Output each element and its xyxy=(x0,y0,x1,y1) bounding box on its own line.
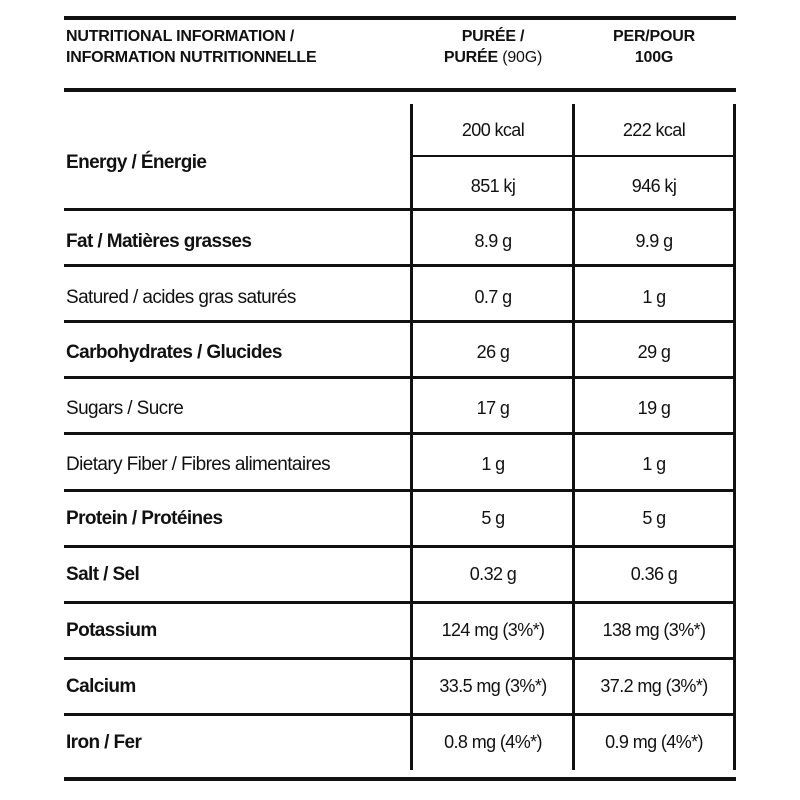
row-label-protein: Protein / Protéines xyxy=(66,508,223,529)
row-label-fat: Fat / Matières grasses xyxy=(66,231,252,252)
row-value-calcium-puree: 33.5 mg (3%*) xyxy=(439,676,547,696)
row-value-salt-100g: 0.36 g xyxy=(630,564,678,584)
row-value-protein-puree: 5 g xyxy=(481,508,505,528)
row-value-potassium-100g: 138 mg (3%*) xyxy=(602,620,706,640)
row-divider xyxy=(64,376,736,379)
row-label-carbohydrates: Carbohydrates / Glucides xyxy=(66,342,282,363)
energy-kcal-puree: 200 kcal xyxy=(461,120,525,140)
header-nutrition-info xyxy=(66,26,316,68)
row-value-sugars-100g: 19 g xyxy=(637,398,671,418)
header-per-100g xyxy=(575,26,733,68)
row-label-calcium: Calcium xyxy=(66,676,136,697)
row-label-saturated: Satured / acides gras saturés xyxy=(66,287,296,308)
row-value-iron-100g: 0.9 mg (4%*) xyxy=(605,732,703,752)
energy-subdivider xyxy=(412,155,736,157)
row-value-salt-puree: 0.32 g xyxy=(469,564,517,584)
row-label-sugars: Sugars / Sucre xyxy=(66,398,184,419)
energy-kcal-100g: 222 kcal xyxy=(622,120,686,140)
header-col1-line2 xyxy=(414,47,572,68)
column-divider-3 xyxy=(733,104,736,770)
row-divider xyxy=(64,432,736,435)
row-label-potassium: Potassium xyxy=(66,620,157,641)
row-value-fat-100g: 9.9 g xyxy=(635,231,673,251)
row-value-saturated-100g: 1 g xyxy=(642,287,666,307)
header-col0-line1: NUTRITIONAL INFORMATION / xyxy=(66,28,295,45)
column-divider-1 xyxy=(410,104,413,770)
row-value-sugars-puree: 17 g xyxy=(476,398,510,418)
top-rule xyxy=(64,16,736,20)
row-divider xyxy=(64,601,736,604)
row-divider xyxy=(64,713,736,716)
header-col2-line1: PER/POUR xyxy=(613,28,695,45)
header-rule xyxy=(64,88,736,92)
row-value-calcium-100g: 37.2 mg (3%*) xyxy=(600,676,708,696)
header-col1-puree: PURÉE xyxy=(443,49,498,66)
energy-kj-100g: 946 kj xyxy=(631,176,677,196)
header-col1-serving: (90G) xyxy=(497,49,543,66)
header-col2-line2: 100G xyxy=(634,49,674,66)
row-divider xyxy=(64,320,736,323)
row-value-potassium-puree: 124 mg (3%*) xyxy=(441,620,545,640)
row-label-salt: Salt / Sel xyxy=(66,564,140,585)
row-value-protein-100g: 5 g xyxy=(642,508,666,528)
bottom-rule xyxy=(64,777,736,781)
row-value-carbohydrates-100g: 29 g xyxy=(637,342,671,362)
row-label-iron: Iron / Fer xyxy=(66,732,142,753)
row-value-iron-puree: 0.8 mg (4%*) xyxy=(444,732,542,752)
row-value-fat-puree: 8.9 g xyxy=(474,231,512,251)
row-divider xyxy=(64,545,736,548)
column-divider-2 xyxy=(572,104,575,770)
row-divider xyxy=(64,489,736,492)
header-col1-line1: PURÉE / xyxy=(461,28,525,45)
header-puree xyxy=(414,26,572,68)
row-label-fiber: Dietary Fiber / Fibres alimentaires xyxy=(66,454,331,475)
row-value-saturated-puree: 0.7 g xyxy=(474,287,512,307)
energy-label: Energy / Énergie xyxy=(66,152,207,173)
row-divider xyxy=(64,208,736,211)
header-col0-line2: INFORMATION NUTRITIONNELLE xyxy=(66,49,317,66)
row-divider xyxy=(64,264,736,267)
energy-kj-puree: 851 kj xyxy=(470,176,516,196)
row-value-fiber-100g: 1 g xyxy=(642,454,666,474)
row-value-carbohydrates-puree: 26 g xyxy=(476,342,510,362)
row-value-fiber-puree: 1 g xyxy=(481,454,505,474)
row-divider xyxy=(64,657,736,660)
